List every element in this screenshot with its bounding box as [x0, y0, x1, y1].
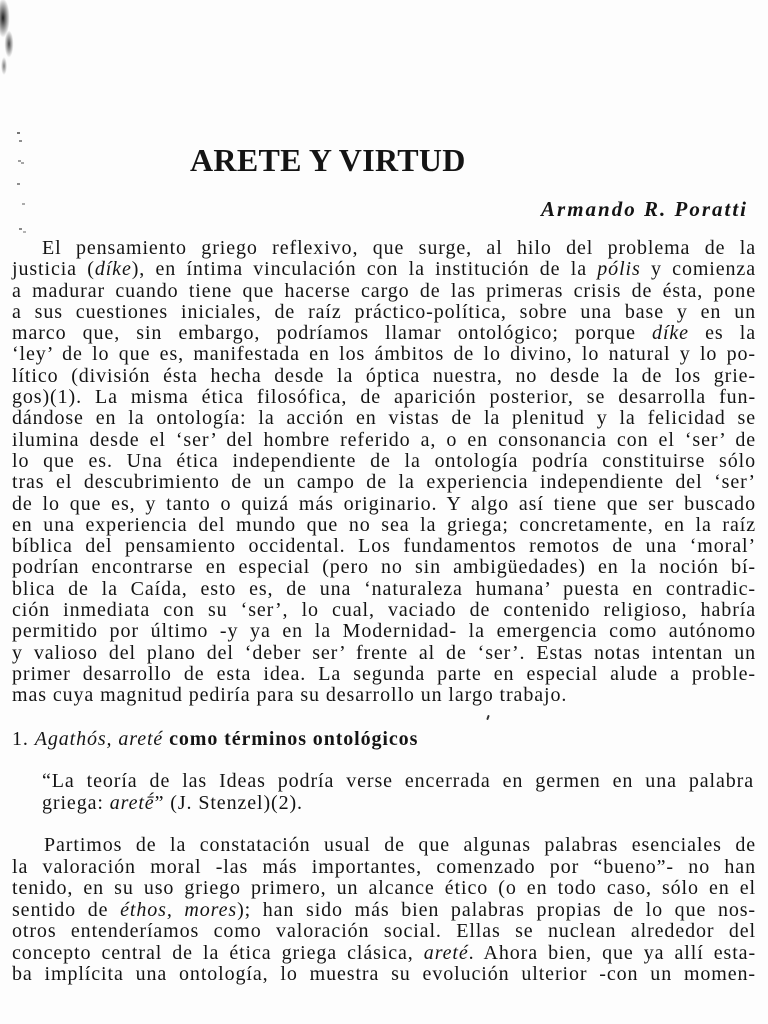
body-paragraph	[12, 835, 756, 986]
text-line	[12, 878, 756, 900]
text-run: podrían encontrarse en especial (pero no sin ambigüedades) en la noción bí-	[12, 556, 756, 579]
text-run: ‘ley’ de lo que es, manifestada en los ámbitos de lo divino, lo natural y lo po-	[12, 343, 756, 366]
article-author: Armando R. Poratti	[541, 197, 748, 221]
text-line	[42, 771, 754, 793]
text-line	[12, 302, 756, 323]
text-line	[12, 494, 756, 515]
text-run: mas cuya magnitud pediría para su desarrollo un largo trabajo.	[12, 684, 568, 707]
italic-text: pólis	[597, 258, 641, 281]
scan-artifact	[17, 132, 20, 134]
intro-paragraph	[12, 238, 756, 707]
text-line	[12, 664, 756, 685]
italic-text: éthos, mores	[120, 898, 238, 921]
text-run: y valioso del plano del ‘deber ser’ frente al de ‘ser’. Estas notas intentan un	[12, 641, 756, 664]
text-line	[12, 472, 756, 493]
text-run: tenido, en su uso griego primero, un alcance ético (o en todo caso, sólo en el	[12, 877, 756, 899]
text-run: griega:	[42, 791, 110, 814]
text-run: primer desarrollo de esta idea. La segunda parte en especial alude a proble-	[12, 662, 756, 685]
text-run: la valoración moral -las más importantes, comenzado por “bueno”- no han	[12, 855, 756, 878]
text-line	[12, 430, 756, 451]
text-line	[12, 259, 756, 280]
text-line	[12, 643, 756, 664]
text-run: sentido de	[12, 898, 121, 921]
text-line	[12, 600, 756, 621]
text-run: marco que, sin embargo, podríamos llamar ontológico; porque	[12, 322, 653, 345]
text-run: ); han sido más bien palabras propias de lo que nos-	[237, 898, 756, 921]
text-run: ba implícita una ontología, lo muestra su evolución ulterior -con un momen-	[12, 963, 756, 985]
text-run: tras el descubrimiento de un campo de la experiencia independiente del ‘ser’	[12, 471, 756, 494]
text-run: El pensamiento griego reflexivo, que surge, al hilo del problema de la	[42, 237, 756, 259]
text-line	[12, 835, 756, 857]
text-line	[12, 921, 756, 943]
text-run: bíblica del pensamiento occidental. Los fundamentos remotos de una ‘moral’	[12, 535, 756, 558]
text-line	[12, 900, 756, 922]
text-line	[12, 728, 756, 750]
text-line	[12, 515, 756, 536]
text-run: ción inmediata con su ‘ser’, lo cual, vaciado de contenido religioso, habría	[12, 599, 756, 622]
text-line	[12, 281, 756, 302]
text-run: dándose en la ontología: la acción en vistas de la plenitud y la felicidad se	[12, 407, 756, 430]
text-line	[42, 793, 754, 815]
text-run: ilumina desde el ‘ser’ del hombre referido a, o en consonancia con el ‘ser’ de	[12, 428, 756, 451]
text-run: otros entenderíamos como valoración social. Ellas se nuclean alrededor del	[12, 920, 756, 942]
text-run: blica de la Caída, esto es, de una ‘naturaleza humana’ puesta en contradic-	[12, 577, 756, 600]
text-run: en una experiencia del mundo que no sea la griega; concretamente, en la raíz	[12, 513, 756, 536]
text-line	[12, 857, 756, 879]
text-line	[12, 964, 756, 986]
text-line	[12, 557, 756, 578]
scan-artifact	[486, 715, 490, 720]
section-heading	[12, 728, 756, 750]
text-run: concepto central de la ética griega clásica,	[12, 941, 424, 964]
text-line	[12, 621, 756, 642]
text-line	[12, 366, 756, 387]
text-line	[12, 344, 756, 365]
text-line	[12, 238, 756, 259]
italic-text: aretḗ	[109, 791, 155, 814]
italic-text: díke	[94, 258, 132, 281]
text-run: ), en íntima vinculación con la institución de la	[131, 258, 598, 281]
text-run: gos)(1). La misma ética filosófica, de aparición posterior, se desarrolla fun-	[12, 386, 756, 409]
text-run: permitido por último -y ya en la Modernidad- la emergencia como autónomo	[12, 620, 756, 643]
text-line	[12, 408, 756, 429]
bold-text: como términos ontológicos	[163, 728, 419, 750]
text-run: es la	[688, 322, 756, 345]
text-run: y comienza	[640, 258, 756, 281]
text-run: lítico (división ésta hecha desde la óptica nuestra, no desde la de los grie-	[12, 364, 756, 387]
article-title: ARETE Y VIRTUD	[190, 142, 466, 178]
text-run: lo que es. Una ética independiente de la ontología podría constituirse sólo	[12, 449, 756, 472]
text-run: de lo que es, y tanto o quizá más originario. Y algo así tiene que ser buscado	[12, 492, 756, 515]
text-run: . Ahora bien, que ya allí esta-	[468, 941, 757, 964]
text-run: ” (J. Stenzel)(2).	[154, 791, 303, 814]
text-line	[12, 451, 756, 472]
text-run: Partimos de la constatación usual de que algunas palabras esenciales de	[44, 834, 756, 856]
scan-artifact	[0, 0, 24, 84]
text-run: a sus cuestiones iniciales, de raíz práctico-política, sobre una base y en un	[12, 300, 756, 323]
text-run: 1.	[12, 728, 35, 750]
text-line	[12, 579, 756, 600]
text-line	[12, 943, 756, 965]
text-line	[12, 536, 756, 557]
text-run: justicia (	[12, 258, 95, 281]
italic-text: díke	[652, 322, 689, 345]
text-line	[12, 323, 756, 344]
italic-text: areté	[423, 941, 469, 964]
text-line	[12, 685, 756, 706]
italic-text: Agathós, areté	[34, 728, 164, 750]
text-run: a madurar cuando tiene que hacerse cargo de las primeras crisis de ésta, pone	[12, 279, 756, 302]
text-run: “La teoría de las Ideas podría verse encerrada en germen en una palabra	[42, 770, 754, 792]
text-line	[12, 387, 756, 408]
epigraph-quote	[42, 771, 754, 814]
